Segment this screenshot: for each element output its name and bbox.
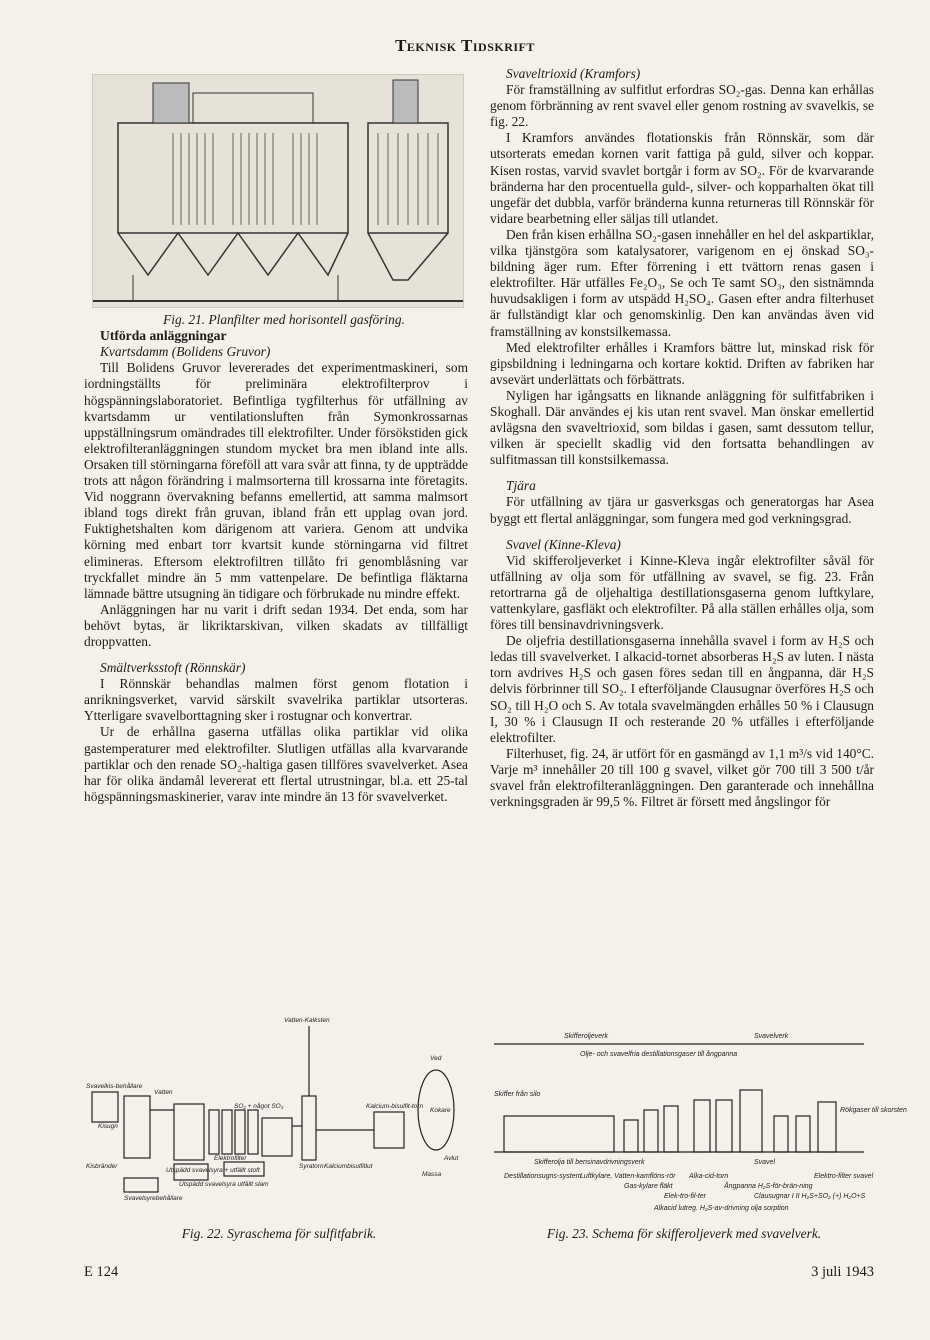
fig22-label-so3: SO₂ + något SO₃ — [234, 1103, 284, 1110]
fig22-label-kokare: Kokare — [430, 1107, 451, 1114]
svavel-paragraph-5: Nyligen har igångsatts en liknande anläggning för sulfitfabriken i Skoghall. Där användes ej kis utan rent svavel. Man önskar emellertid avlägsna den svaveltrioxid, som bildas i gasen, samt dessutom tellur, vilken är speciellt skadlig vid den fortsatta behandlingen av sulfitmassan till konstsilkemassa. — [490, 387, 874, 468]
fig22-label-svavelkis: Svavelkis-behållare — [86, 1083, 143, 1090]
fig22-label-tornlabel: Vatten-Kalksten — [284, 1017, 330, 1024]
journal-masthead: Teknisk Tidskrift — [395, 36, 535, 55]
right-column — [490, 66, 874, 810]
fig22-label-syratorn: Syratorn — [299, 1163, 324, 1170]
fig23-label-elek: Elek-tro-fil-ter — [664, 1193, 707, 1200]
smalt-subheading: Smältverksstoft (Rönnskär) — [100, 660, 246, 676]
fig23-label-alkacid: Alkacid lutreg. H₂S-av-drivning olja sorption — [654, 1205, 789, 1212]
section-heading: Utförda anläggningar — [100, 328, 227, 344]
fig23-label-svavelverk: Svavelverk — [754, 1033, 789, 1040]
fig22-label-kisugn: Kisugn — [98, 1123, 118, 1130]
fig23-label-rakgaser: Rökgaser till skorsten — [840, 1107, 907, 1114]
fig22-label-utspadd1: Utspädd svavelsyra + utfällt stoft — [166, 1167, 260, 1174]
fig23-label-oljegas: Olje- och svavelfria destillationsgaser till ångpanna — [580, 1051, 738, 1058]
svavel-paragraph-3: Den från kisen erhållna SO₂-gasen innehåller en hel del askpartiklar, vilka tjänstgöra som katalysatorer, varigenom en ej önskad SO₃-bildning äger rum. Efter förrening i ett tvättorn renas gasen i elektrofilter. Här utfälles Fe₂O₃, Se och Te samt SO₃, den sistnämnda huvudsakligen i form av utspädd H₂SO₄. Gasen efter andra filterhuset är fullständigt klar och genomskinlig. Den kan användas även vid framställning av konstsilkemassa. — [490, 226, 874, 339]
fig23-label-skiffer: Skiffer från silo — [494, 1091, 541, 1098]
fig21-caption: Fig. 21. Planfilter med horisontell gasföring. — [163, 312, 405, 328]
fig23-label-dest: Destillationsugns-system — [504, 1173, 582, 1180]
fig23-label-alka: Alka-cid-torn — [689, 1173, 729, 1180]
kinne-paragraph-2: De oljefria destillationsgaserna innehålla svavel i form av H₂S och ledas till svavelverket. I alkacid-tornet absorberas H₂S av luten. I nästa torn avdrives H₂S och gasen föres sedan till en ångpanna, där H₂S delvis förbrinner till SO₂. I efterföljande Clausugnar överföres H₂S och SO₂ till H₂O och S. Av totala svavelmängden erhålles 50 % i Clausugn I, 30 % i Clausugn II och resterande 20 % utfälles i efterföljande elektrofilter. — [490, 633, 874, 745]
svavel-paragraph-2: I Kramfors användes flotationskis från Rönnskär, som där utsorterats emedan kornen varit fattiga på guld, silver och koppar. Kisen rostas, varvid svavlet bortgår i form av SO₂. För de kvarvarande bränderna har den procentuella guld-, silver- och kopparhalten ökat till ungefär det dubbla, varför bränderna kunna returneras till Rönnskär för vidare bearbetning eller säljas till utlandet. — [490, 130, 874, 226]
kinne-paragraph-1: Vid skifferoljeverket i Kinne-Kleva ingår elektrofilter såväl för utfällning av olja som för utfällning av svavel, se fig. 23. Från retortrarna gå de oljehaltiga destillationsgaserna genom luftkylare, vattenkylare, gasfläkt och elektrofilter. På alla ställen erhålles olja, som föres till bensinavdrivningsverk. — [490, 552, 874, 633]
svavel-subheading: Svaveltrioxid (Kramfors) — [506, 66, 641, 81]
fig22-diagram — [84, 1000, 474, 1220]
page-number: E 124 — [84, 1264, 119, 1280]
kinne-subheading: Svavel (Kinne-Kleva) — [506, 536, 621, 552]
fig21-drawing — [92, 74, 464, 308]
kinne-paragraph-3: Filterhuset, fig. 24, är utfört för en gasmängd av 1,1 m³/s vid 140°C. Varje m³ innehåller 20 till 100 g svavel, vilket gör 700 till 3 500 t/år svavel från elektrofilteranläggningen. Den garanterade och innehållna verkningsgraden är 99,5 %. Filtret är försett med ångslingor för — [490, 745, 874, 810]
fig22-label-kisbrander: Kisbränder — [86, 1163, 118, 1170]
fig23-caption: Fig. 23. Schema för skifferoljeverk med svavelverk. — [546, 1226, 822, 1241]
fig22-label-avlut: Avlut — [444, 1155, 459, 1162]
fig22-label-ved: Ved — [430, 1055, 442, 1062]
smalt-paragraph-2: Ur de erhållna gaserna utfällas olika partiklar vid olika gastemperaturer med elektrofilter. Slutligen utfällas alla kvarvarande partiklar och den renade SO₂-haltiga gasen tillföres svavelverket. Asea har för olika ändamål levererat ett flertal utrustningar, bl.a. ett 25-tal högspänningsmaskinerier, varav inte mindre än 13 för svavelverket. — [84, 724, 468, 804]
fig23-label-skifferolja: Skifferolja till bensinavdrivningsverk — [534, 1159, 645, 1166]
tjara-paragraph: För utfällning av tjära ur gasverksgas och generatorgas har Asea byggt ett flertal anläggningar, som fungera med god verkningsgrad. — [490, 494, 874, 526]
fig23-label-gas: Gas-kylare fläkt — [624, 1183, 673, 1190]
fig23-label-angpanna: Ångpanna H₂S-för-brän-ning — [724, 1183, 813, 1190]
fig22-label-kalcium: Kalciumbisulfitlut — [324, 1163, 373, 1170]
fig23-label-luft: Luftkylare, Vatten-kamflöns-rör — [580, 1173, 676, 1180]
kvarts-paragraph-2: Anläggningen har nu varit i drift sedan 1934. Det enda, som har behövt bytas, är likriktarskivan, vilken skadats av tillfälligt droppvatten. — [84, 601, 468, 649]
svavel-paragraph-4: Med elektrofilter erhålles i Kramfors bättre lut, minskad risk för gipsbildning i ledningarna och kortare koktid. Driften av fabriken har avsevärt underlättats och förbättrats. — [490, 339, 874, 387]
fig22-label-svavelsyrabehallare: Svavelsyrebehållare — [124, 1195, 183, 1202]
issue-date: 3 juli 1943 — [811, 1264, 874, 1280]
fig22-label-elektrofilter: Elektrofilter — [214, 1155, 247, 1162]
fig22-label-vatten: Vatten — [154, 1089, 173, 1096]
smalt-paragraph-1: I Rönnskär behandlas malmen först genom flotation i anrikningsverket, varvid särskilt svavelrika partiklar utsorteras. Ytterligare svavelborttagning sker i rostugnar och konvertrar. — [84, 676, 468, 724]
fig22-label-utspadd2: Utspädd svavelsyra utfällt slam — [179, 1181, 269, 1188]
svavel-paragraph-1: För framställning av sulfitlut erfordras SO₂-gas. Denna kan erhållas genom förbränning av rent svavel eller genom rostning av svavelkis, se fig. 22. — [490, 82, 874, 130]
fig22-label-massa: Massa — [422, 1171, 442, 1178]
fig23-label-elektro: Elektro-filter svavel — [814, 1173, 874, 1180]
fig23-label-skifferoljeverk: Skifferoljeverk — [564, 1033, 608, 1040]
figure-21 — [84, 66, 468, 312]
fig23-label-svavel: Svavel — [754, 1159, 776, 1166]
tjara-subheading: Tjära — [506, 478, 536, 494]
fig22-label-kalktorn: Kalcium-bisulfit-torn — [366, 1103, 424, 1110]
fig23-diagram — [484, 1016, 907, 1220]
fig22-caption: Fig. 22. Syraschema för sulfitfabrik. — [181, 1226, 377, 1241]
left-column — [84, 66, 468, 805]
kvarts-paragraph-1: Till Bolidens Gruvor levererades det experimentmaskineri, som iordningställts för preliminära elektrofilterprov i högspänningslaboratoriet. Befintliga tygfilterhus för utfällning av kvartsdamm ur ventilationsluften från Symonkrossarnas uppställningsrum omändrades till elektrofilter. Under försökstiden gick elektrofilteranläggningen stundom mycket bra men ibland inte alls. Orsaken till störningarna föreföll att vara svår att finna, ty de uppträdde trots att någon förändring i malmsorterna till krossarna inte företagits. Vid noggrann övervakning befanns emellertid, att samma malmsort ibland togs direkt från gruvan, ibland från ett upplag ovan jord. Fuktighetshalten kom därigenom att variera. Genom att undvika körning med enbart torr kvartsit kunde störningarna vid filtret elimineras. Eftersom elektrofiltren tillåto fri genomblåsning var tryckfallet mindre än 5 mm vattenpelare. De befintliga fläktarna lämnade bättre utsugning än tidigare och förbrukade nu mindre effekt. — [84, 360, 468, 601]
fig23-label-claus: Clausugnar I II H₂S+SO₂ (+) H₂O+S — [754, 1193, 866, 1200]
kvarts-subheading: Kvartsdamm (Bolidens Gruvor) — [100, 344, 271, 360]
